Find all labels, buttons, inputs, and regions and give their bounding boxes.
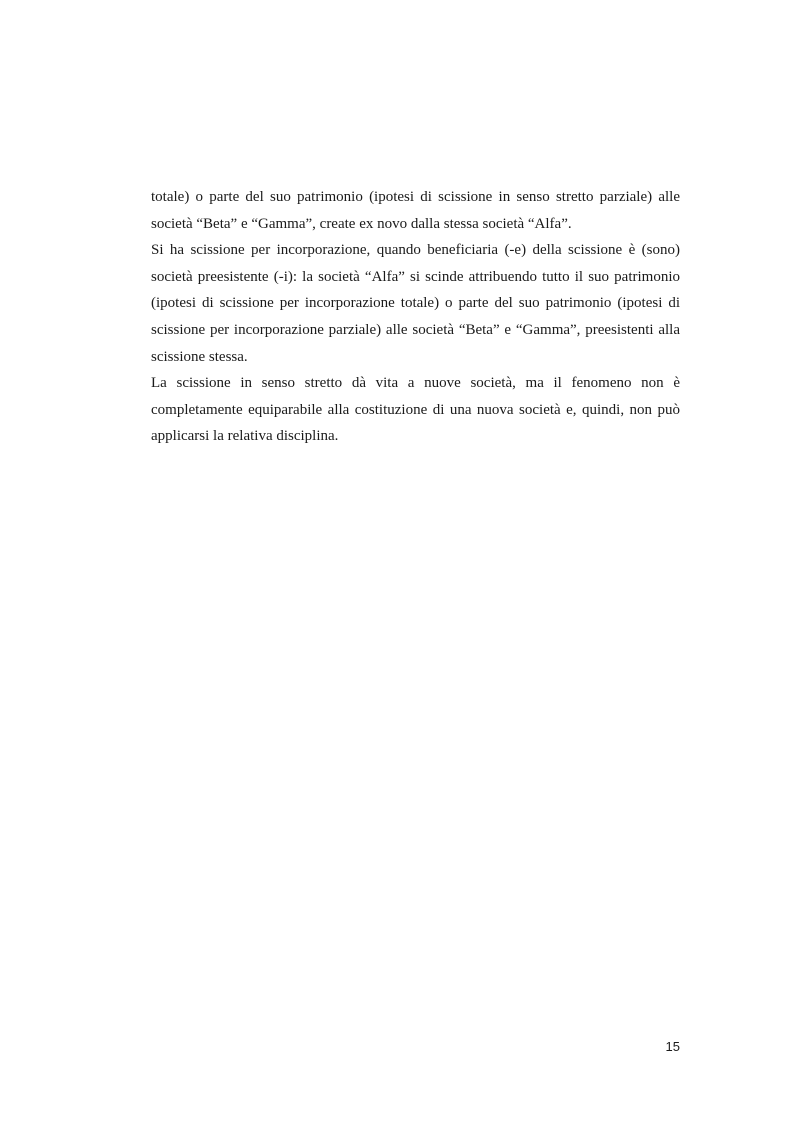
- paragraph-2: Si ha scissione per incorporazione, quando beneficiaria (-e) della scissione è (sono) società preesistente (-i): la società “Alfa” si scinde attribuendo tutto il suo patrimonio (ipotesi di scissione per incorporazione totale) o parte del suo patrimonio (ipotesi di scissione per incorporazione parziale) alle società “Beta” e “Gamma”, preesistenti alla scissione stessa.: [151, 242, 680, 365]
- paragraph-3: La scissione in senso stretto dà vita a nuove società, ma il fenomeno non è completamente equiparabile alla costituzione di una nuova società e, quindi, non può applicarsi la relativa disciplina.: [151, 375, 680, 445]
- body-text: [151, 184, 680, 450]
- page-number: 15: [665, 1039, 680, 1054]
- paragraph-1: totale) o parte del suo patrimonio (ipotesi di scissione in senso stretto parziale) alle società “Beta” e “Gamma”, create ex novo dalla stessa società “Alfa”.: [151, 189, 680, 232]
